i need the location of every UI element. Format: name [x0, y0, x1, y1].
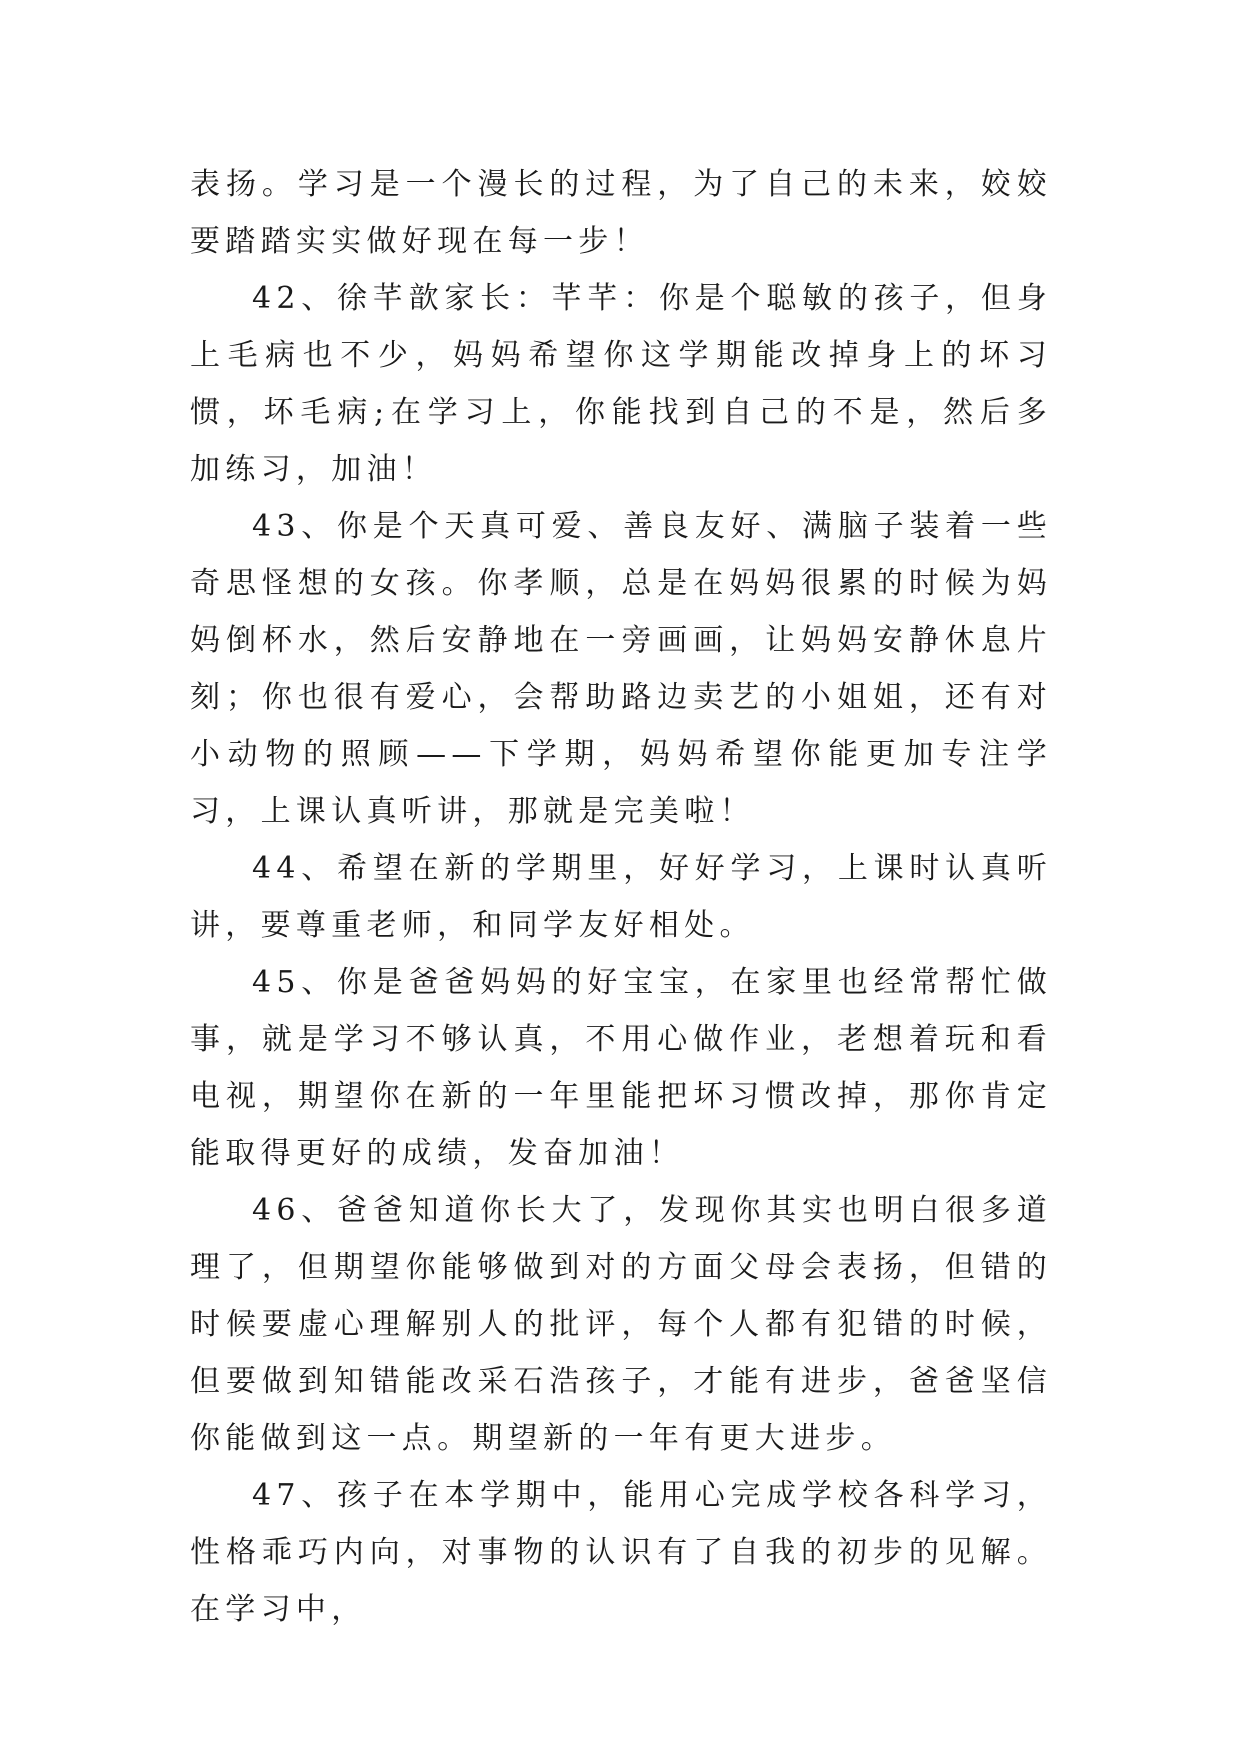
paragraph-42: 42、徐芊歆家长：芊芊：你是个聪敏的孩子，但身上毛病也不少，妈妈希望你这学期能改掉身上的坏习惯，坏毛病;在学习上，你能找到自己的不是，然后多加练习，加油！ [190, 281, 1052, 487]
paragraph-44: 44、希望在新的学期里，好好学习，上课时认真听讲，要尊重老师，和同学友好相处。 [190, 851, 1052, 943]
paragraph-47: 47、孩子在本学期中，能用心完成学校各科学习，性格乖巧内向，对事物的认识有了自我的初步的见解。在学习中， [190, 1478, 1052, 1627]
paragraph-43: 43、你是个天真可爱、善良友好、满脑子装着一些奇思怪想的女孩。你孝顺，总是在妈妈很累的时候为妈妈倒杯水，然后安静地在一旁画画，让妈妈安静休息片刻；你也很有爱心，会帮助路边卖艺的小姐姐，还有对小动物的照顾——下学期，妈妈希望你能更加专注学习，上课认真听讲，那就是完美啦！ [190, 509, 1052, 829]
paragraph-45: 45、你是爸爸妈妈的好宝宝，在家里也经常帮忙做事，就是学习不够认真，不用心做作业，老想着玩和看电视，期望你在新的一年里能把坏习惯改掉，那你肯定能取得更好的成绩，发奋加油！ [190, 965, 1052, 1171]
paragraph-continuation: 表扬。学习是一个漫长的过程，为了自己的未来，姣姣要踏踏实实做好现在每一步！ [190, 167, 1052, 259]
document-body [190, 156, 1052, 1638]
paragraph-46: 46、爸爸知道你长大了，发现你其实也明白很多道理了，但期望你能够做到对的方面父母会表扬，但错的时候要虚心理解别人的批评，每个人都有犯错的时候，但要做到知错能改采石浩孩子，才能有进步，爸爸坚信你能做到这一点。期望新的一年有更大进步。 [190, 1193, 1052, 1456]
